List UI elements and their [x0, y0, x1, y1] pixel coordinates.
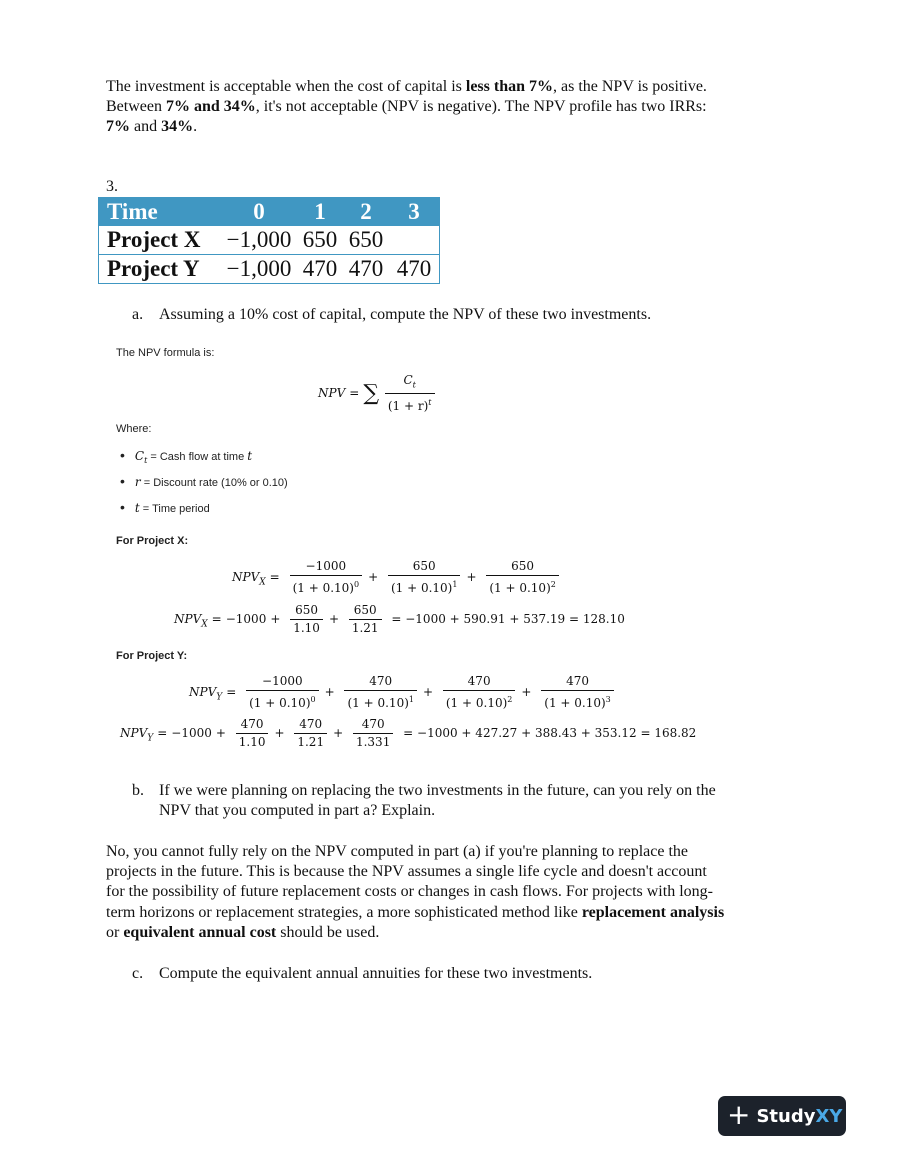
- fraction-exponent: 0: [353, 580, 360, 589]
- fraction-denominator: 1.21: [297, 735, 325, 749]
- npv-y-equation-1: $NPV_Y$ = $\frac{-1000}{(1 + 0.10)^0}$ + $\frac{470}{(1 + 0.10)^1}$ + $\frac{470}{(1 + 0.10)^2}$ + $\frac{470}{(1 + 0.10)^3}$: [189, 674, 616, 711]
- fraction-exponent: 2: [550, 580, 556, 589]
- logo-text: Study: [756, 1105, 816, 1127]
- npv-y-result: = −1000 + 427.27 + 388.43 + 353.12 = 168.82: [403, 726, 697, 740]
- intro-text: , it's not acceptable (NPV is negative). The NPV profile has two IRRs:: [255, 98, 707, 115]
- fraction-numerator: 470: [443, 674, 516, 691]
- part-b-letter: b.: [132, 782, 144, 799]
- where-label: Where:: [116, 423, 152, 435]
- equation-fraction: [486, 559, 559, 596]
- fraction-numerator: 470: [541, 674, 614, 691]
- intro-bold: 34%: [161, 118, 194, 135]
- question-number: 3.: [106, 178, 118, 195]
- formula-fraction: [385, 373, 435, 414]
- table-cell: −1,000: [221, 226, 297, 255]
- intro-text: Between: [106, 98, 166, 115]
- intro-text: , as the NPV is positive.: [553, 78, 707, 95]
- npv-formula: NPV = ∑ $\frac{C_t}{(1 + r)^t}$: [318, 373, 437, 414]
- definition-item: [120, 499, 210, 515]
- fraction-exponent: 1: [452, 580, 458, 589]
- fraction-denominator: (1 + 0.10): [249, 696, 311, 710]
- fraction-numerator: 470: [344, 674, 417, 691]
- part-c-letter: c.: [132, 965, 144, 982]
- fraction-denominator: (1 + 0.10): [489, 581, 551, 595]
- intro-line-1: [106, 77, 707, 97]
- fraction-denominator: (1 + 0.10): [445, 696, 508, 710]
- fraction-denominator: 1.10: [293, 621, 320, 635]
- npv-y-lhs: NPV: [189, 685, 217, 699]
- table-header-cell: 3: [389, 198, 440, 227]
- answer-text: term horizons or replacement strategies, a more sophisticated method like: [106, 904, 582, 921]
- fraction-numerator: −1000: [246, 674, 319, 691]
- definition-item: [120, 447, 252, 465]
- table-cell: 470: [297, 255, 343, 284]
- fraction-exponent: 2: [507, 695, 513, 704]
- table-cell: −1,000: [221, 255, 297, 284]
- fraction-numerator: 650: [388, 559, 461, 576]
- formula-denominator: (1 + r): [387, 399, 429, 414]
- answer-b-line: for the possibility of future replacement costs or changes in cash flows. For projects with long-: [106, 883, 713, 900]
- def-symbol: r: [134, 475, 141, 489]
- answer-b-line: projects in the future. This is because the NPV assumes a single life cycle and doesn't account: [106, 863, 707, 880]
- equation-fraction: [388, 559, 461, 596]
- answer-b-line: [106, 923, 379, 943]
- intro-line-3: [106, 117, 197, 137]
- formula-intro: The NPV formula is:: [116, 347, 215, 359]
- def-text: = Discount rate (10% or 0.10): [140, 477, 288, 489]
- answer-bold: equivalent annual cost: [123, 924, 277, 941]
- formula-numerator: C: [403, 373, 413, 387]
- formula-denominator-sup: t: [428, 398, 432, 408]
- first-term: −1000: [171, 726, 212, 740]
- equation-fraction: [541, 674, 614, 711]
- equation-fraction: [294, 717, 327, 750]
- bullet-icon: •: [120, 499, 125, 515]
- formula-numerator-sub: t: [412, 380, 416, 390]
- fraction-numerator: −1000: [290, 559, 363, 576]
- plus-icon: +: [727, 1098, 751, 1131]
- answer-bold: replacement analysis: [581, 904, 725, 921]
- logo-text-accent: XY: [815, 1105, 843, 1127]
- table-header-cell: 2: [343, 198, 389, 227]
- intro-bold: 7% and 34%: [165, 98, 256, 115]
- intro-text: and: [130, 118, 162, 135]
- fraction-denominator: 1.331: [355, 735, 391, 749]
- definition-item: [120, 473, 288, 489]
- formula-lhs: NPV: [318, 386, 346, 401]
- intro-text: The investment is acceptable when the cost of capital is: [106, 78, 466, 95]
- cash-flow-table: [98, 197, 440, 284]
- table-header-cell: 1: [297, 198, 343, 227]
- fraction-denominator: 1.21: [351, 621, 379, 635]
- answer-b-line: [106, 903, 724, 923]
- first-term: −1000: [225, 612, 267, 626]
- answer-text: should be used.: [276, 924, 380, 941]
- part-b-question-line-2: NPV that you computed in part a? Explain.: [159, 802, 436, 819]
- def-symbol: t: [134, 501, 140, 515]
- bullet-icon: •: [120, 473, 125, 489]
- equation-fraction: [349, 603, 382, 636]
- fraction-denominator: (1 + 0.10): [390, 581, 453, 595]
- npv-x-lhs-sub: X: [259, 577, 266, 588]
- def-text: = Cash flow at time: [147, 451, 248, 463]
- table-cell: Project Y: [99, 255, 222, 284]
- answer-b-line: No, you cannot fully rely on the NPV computed in part (a) if you're planning to replace the: [106, 843, 688, 860]
- table-header-cell: Time: [99, 198, 222, 227]
- answer-text: or: [106, 924, 124, 941]
- npv-y-lhs: NPV: [120, 726, 148, 740]
- def-symbol: C: [134, 449, 145, 463]
- project-x-label: For Project X:: [116, 535, 189, 547]
- npv-x-lhs: NPV: [232, 570, 260, 584]
- fraction-denominator: 1.10: [238, 735, 266, 749]
- table-cell: 650: [343, 226, 389, 255]
- fraction-denominator: (1 + 0.10): [347, 696, 409, 710]
- npv-x-lhs-sub: X: [201, 619, 208, 630]
- bullet-icon: •: [120, 447, 125, 463]
- fraction-numerator: 470: [236, 717, 269, 734]
- fraction-exponent: 3: [605, 695, 611, 704]
- equation-fraction: [246, 674, 319, 711]
- fraction-numerator: 650: [349, 603, 382, 620]
- table-cell: 470: [389, 255, 440, 284]
- equation-fraction: [236, 717, 269, 750]
- npv-x-result: = −1000 + 590.91 + 537.19 = 128.10: [391, 612, 625, 626]
- npv-y-lhs-sub: Y: [216, 692, 223, 703]
- npv-y-lhs-sub: Y: [147, 733, 154, 744]
- part-a-letter: a.: [132, 306, 144, 323]
- table-cell: [389, 226, 440, 255]
- def-text: = Time period: [139, 503, 210, 515]
- sum-symbol: ∑: [363, 381, 380, 407]
- npv-x-lhs: NPV: [174, 612, 202, 626]
- intro-text: .: [193, 118, 198, 135]
- fraction-numerator: 470: [294, 717, 327, 734]
- fraction-denominator: (1 + 0.10): [292, 581, 354, 595]
- fraction-exponent: 0: [310, 695, 316, 704]
- npv-x-equation-1: $NPV_X$ = $\frac{-1000}{(1 + 0.10)^0}$ + $\frac{650}{(1 + 0.10)^1}$ + $\frac{650}{(1 + 0.10)^2}$: [232, 559, 561, 596]
- equation-fraction: [290, 559, 363, 596]
- fraction-denominator: (1 + 0.10): [544, 696, 606, 710]
- intro-line-2: [106, 97, 707, 117]
- intro-bold: less than 7%: [465, 78, 553, 95]
- fraction-numerator: 470: [353, 717, 393, 734]
- table-header-cell: 0: [221, 198, 297, 227]
- fraction-numerator: 650: [290, 603, 323, 620]
- part-c-question: Compute the equivalent annual annuities for these two investments.: [159, 965, 593, 982]
- table-header-row: [99, 198, 440, 227]
- table-cell: 650: [297, 226, 343, 255]
- project-y-label: For Project Y:: [116, 650, 188, 662]
- equation-fraction: [443, 674, 516, 711]
- table-row: [99, 226, 440, 255]
- equation-fraction: [353, 717, 393, 750]
- equation-fraction: [344, 674, 417, 711]
- fraction-exponent: 1: [408, 695, 414, 704]
- studyxy-logo: [718, 1096, 846, 1136]
- table-cell: 470: [343, 255, 389, 284]
- table-cell: Project X: [99, 226, 222, 255]
- intro-bold: 7%: [106, 118, 130, 135]
- npv-x-equation-2: $NPV_X = -1000$ + $\frac{650}{1.10}$ + $\frac{650}{1.21}$ = −1000 + 590.91 + 537.19 = 128.10: [174, 603, 625, 635]
- fraction-numerator: 650: [486, 559, 559, 576]
- part-b-question-line-1: If we were planning on replacing the two investments in the future, can you rely on the: [159, 782, 716, 799]
- def-symbol-sub: t: [144, 456, 148, 466]
- def-var: t: [247, 449, 253, 463]
- equation-fraction: [290, 603, 323, 636]
- part-a-question: Assuming a 10% cost of capital, compute the NPV of these two investments.: [159, 306, 652, 323]
- npv-y-equation-2: $NPV_Y = -1000$ + $\frac{470}{1.10}$ + $\frac{470}{1.21}$ + $\frac{470}{1.331}$ = −1000 + 427.27 + 388.43 + 353.12 = 168.82: [120, 717, 697, 749]
- table-row: [99, 255, 440, 284]
